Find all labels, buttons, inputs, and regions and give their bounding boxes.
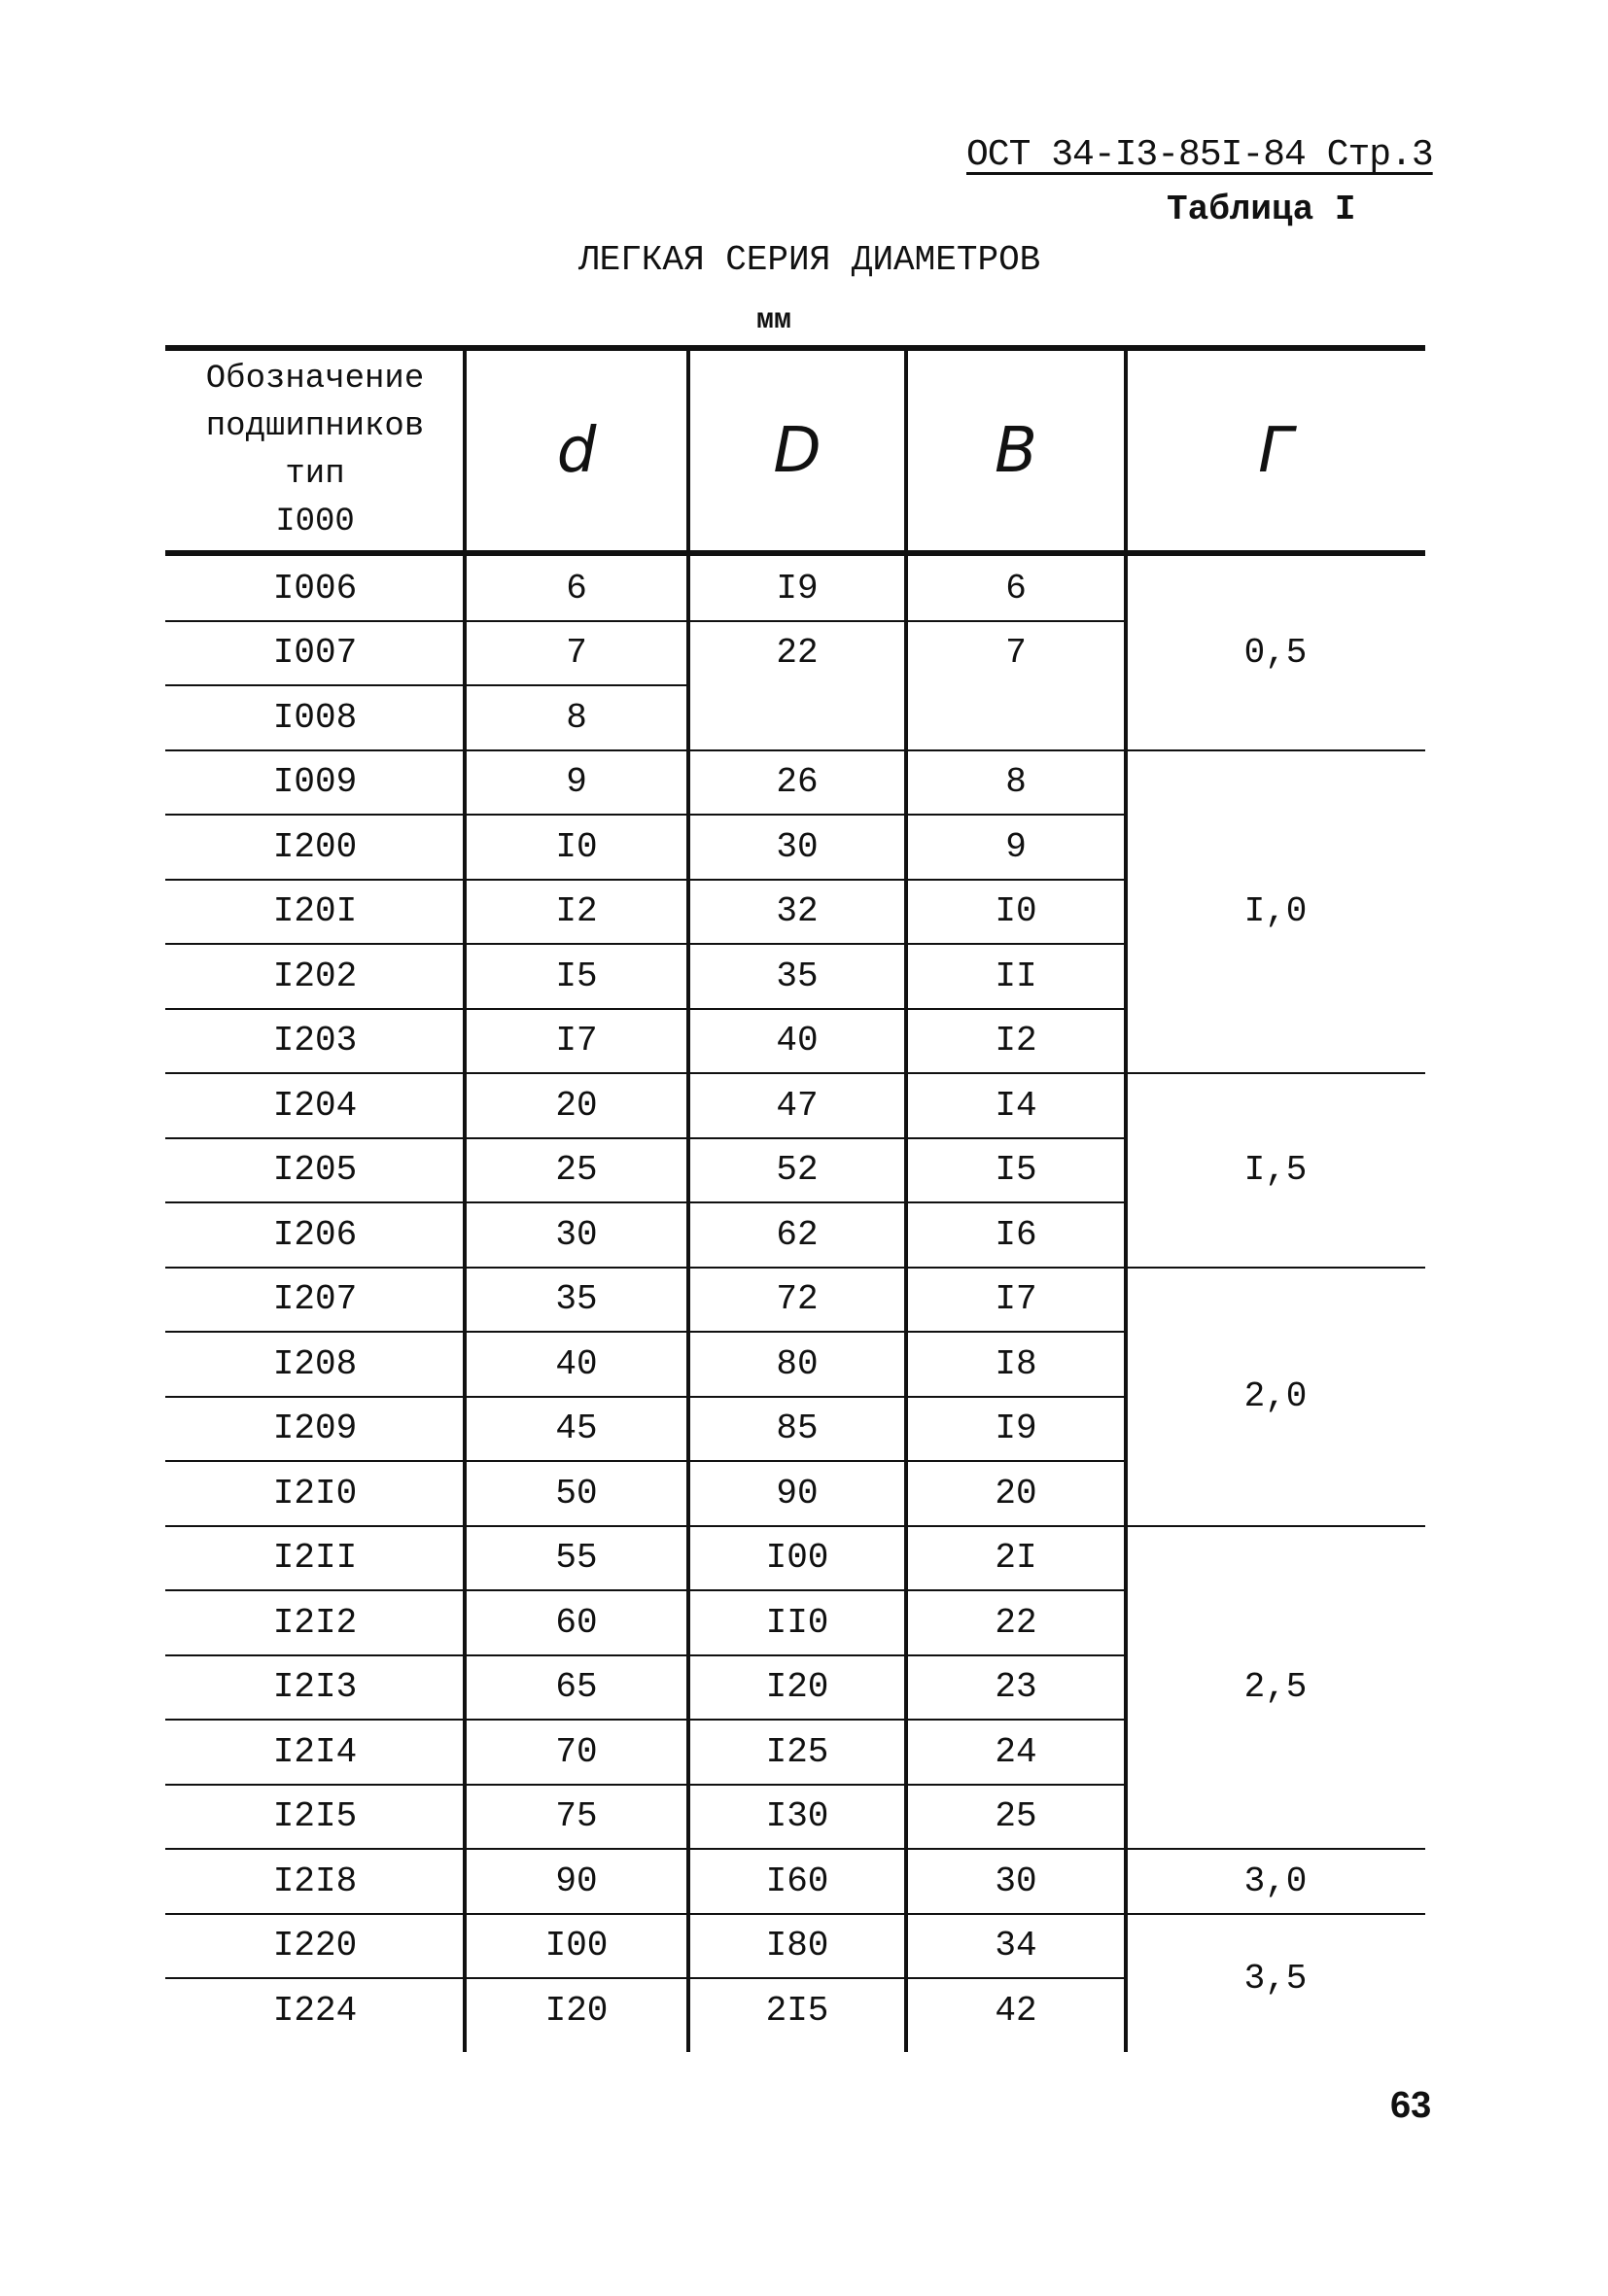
cell-d: 75 xyxy=(555,1796,598,1836)
cell-B: I9 xyxy=(995,1409,1037,1448)
row-divider xyxy=(165,1201,1126,1203)
cell-B: I8 xyxy=(995,1343,1037,1384)
cell-d: 65 xyxy=(555,1667,598,1707)
table-row xyxy=(165,1332,1126,1396)
cell-D: I25 xyxy=(765,1731,829,1772)
cell-type: I008 xyxy=(272,697,358,738)
cell-D: I60 xyxy=(765,1861,829,1901)
cell-B: 30 xyxy=(995,1861,1037,1901)
header-designation-line: Обозначение xyxy=(205,360,425,398)
header-designation-line: тип xyxy=(285,455,345,493)
table-row xyxy=(165,1978,1126,2042)
cell-type: I2I4 xyxy=(272,1731,358,1772)
cell-B: 7 xyxy=(1005,633,1027,674)
cell-type: I208 xyxy=(272,1343,358,1384)
header-designation-line: подшипников xyxy=(205,407,425,445)
table-row xyxy=(165,1526,1126,1590)
table-row xyxy=(165,1461,1126,1525)
cell-type: I206 xyxy=(272,1214,358,1255)
table-label: Таблица I xyxy=(1167,190,1356,229)
cell-B: I7 xyxy=(995,1279,1037,1319)
cell-r: 3,0 xyxy=(1243,1861,1308,1901)
row-divider xyxy=(165,620,1126,622)
cell-r: I,0 xyxy=(1243,891,1308,932)
units-label: мм xyxy=(756,304,792,337)
header-designation xyxy=(165,351,465,550)
table-row xyxy=(165,944,1126,1008)
cell-r: 3,5 xyxy=(1243,1958,1308,1999)
cell-B: 42 xyxy=(995,1990,1037,2031)
cell-d: I7 xyxy=(555,1021,598,1061)
cell-type: I220 xyxy=(272,1926,358,1966)
cell-D: 47 xyxy=(776,1085,819,1126)
cell-d: 35 xyxy=(555,1279,598,1319)
doc-code: ОСТ 34-I3-85I-84 Стр.3 xyxy=(966,134,1433,176)
cell-d: I0 xyxy=(555,826,598,867)
cell-B: I4 xyxy=(995,1085,1037,1126)
table-row xyxy=(165,1849,1126,1913)
cell-type: I202 xyxy=(272,956,358,996)
cell-d: 7 xyxy=(566,633,587,673)
cell-type: I007 xyxy=(272,633,358,673)
cell-B: I5 xyxy=(995,1150,1037,1190)
cell-B: II xyxy=(995,956,1037,996)
cell-d: 25 xyxy=(555,1150,598,1190)
cell-type: I2I2 xyxy=(272,1602,358,1643)
cell-d: 70 xyxy=(555,1731,598,1772)
cell-type: I009 xyxy=(272,762,358,802)
header-D: D xyxy=(773,414,821,487)
table-row xyxy=(165,1914,1126,1978)
cell-r: I,5 xyxy=(1243,1150,1308,1191)
cell-B: 6 xyxy=(1005,568,1027,609)
cell-d: 45 xyxy=(555,1409,598,1448)
cell-type: I224 xyxy=(272,1990,358,2031)
table-row xyxy=(165,1655,1126,1720)
table-row xyxy=(165,750,1126,815)
table-row xyxy=(165,1138,1126,1202)
cell-B: I6 xyxy=(995,1214,1037,1255)
row-divider xyxy=(165,814,1126,816)
row-divider xyxy=(165,1589,1126,1591)
table-row xyxy=(165,1268,1126,1332)
cell-D: 26 xyxy=(776,762,819,802)
cell-D: 80 xyxy=(776,1343,819,1384)
cell-type: I20I xyxy=(272,891,358,931)
table-row xyxy=(165,1009,1126,1073)
table-row xyxy=(165,685,1126,749)
cell-d: 8 xyxy=(566,697,587,738)
cell-B: I2 xyxy=(995,1021,1037,1061)
cell-B: 9 xyxy=(1005,826,1027,867)
cell-type: I203 xyxy=(272,1021,358,1061)
cell-type: I2I5 xyxy=(272,1796,358,1836)
cell-d: 55 xyxy=(555,1538,598,1578)
cell-type: I2I0 xyxy=(272,1473,358,1513)
cell-B: 20 xyxy=(995,1473,1037,1513)
cell-D: 52 xyxy=(776,1150,819,1190)
cell-type: I209 xyxy=(272,1409,358,1448)
cell-d: I00 xyxy=(544,1926,609,1966)
cell-type: I207 xyxy=(272,1279,358,1319)
cell-D: 30 xyxy=(776,826,819,867)
cell-B: 24 xyxy=(995,1731,1037,1772)
cell-type: I204 xyxy=(272,1085,358,1126)
header-d: d xyxy=(556,414,597,487)
page-number: 63 xyxy=(1390,2085,1432,2126)
cell-type: I2I3 xyxy=(272,1667,358,1707)
cell-D: I9 xyxy=(776,568,819,609)
cell-d: 20 xyxy=(555,1085,598,1126)
row-divider xyxy=(165,684,688,686)
cell-B: 25 xyxy=(995,1796,1037,1836)
table-row xyxy=(165,1397,1126,1461)
row-divider xyxy=(165,1719,1126,1721)
header-B: B xyxy=(995,414,1037,487)
cell-B: 23 xyxy=(995,1667,1037,1707)
header-r: Г xyxy=(1258,414,1293,487)
table-row xyxy=(165,815,1126,879)
cell-D: 90 xyxy=(776,1473,819,1513)
cell-d: 30 xyxy=(555,1214,598,1255)
cell-D: I20 xyxy=(765,1667,829,1707)
row-divider xyxy=(165,1784,1126,1786)
cell-d: 9 xyxy=(566,762,587,802)
row-divider xyxy=(165,879,1126,881)
cell-d: 50 xyxy=(555,1473,598,1513)
cell-type: I006 xyxy=(272,568,358,609)
cell-r: 2,5 xyxy=(1243,1667,1308,1708)
cell-type: I2I8 xyxy=(272,1861,358,1901)
cell-B: 2I xyxy=(995,1538,1037,1578)
cell-D: I30 xyxy=(765,1796,829,1836)
cell-D: 32 xyxy=(776,891,819,931)
cell-d: I20 xyxy=(544,1990,609,2031)
cell-D: II0 xyxy=(765,1602,829,1643)
row-divider xyxy=(165,943,1126,945)
table-row xyxy=(165,1590,1126,1654)
cell-B: 34 xyxy=(995,1926,1037,1966)
cell-r: 2,0 xyxy=(1243,1376,1308,1416)
cell-D: 72 xyxy=(776,1279,819,1319)
table-row xyxy=(165,1720,1126,1784)
cell-type: I2II xyxy=(272,1538,358,1578)
cell-d: 90 xyxy=(555,1861,598,1901)
cell-D: 35 xyxy=(776,956,819,996)
row-divider xyxy=(165,1654,1126,1656)
cell-d: I5 xyxy=(555,956,598,996)
table-row xyxy=(165,1785,1126,1849)
cell-type: I205 xyxy=(272,1150,358,1190)
row-divider xyxy=(165,1396,1126,1398)
cell-D: 85 xyxy=(776,1409,819,1448)
table-row xyxy=(165,621,1126,685)
table-row xyxy=(165,1202,1126,1267)
cell-type: I200 xyxy=(272,826,358,867)
cell-B: 8 xyxy=(1005,762,1027,802)
cell-d: I2 xyxy=(555,891,598,931)
cell-D: I80 xyxy=(765,1926,829,1966)
cell-B: I0 xyxy=(995,891,1037,931)
table-row xyxy=(165,880,1126,944)
cell-D: 22 xyxy=(776,633,819,674)
table-title: ЛЕГКАЯ СЕРИЯ ДИАМЕТРОВ xyxy=(578,240,1041,280)
row-divider xyxy=(165,1977,1126,1979)
cell-d: 60 xyxy=(555,1602,598,1643)
cell-D: I00 xyxy=(765,1538,829,1578)
row-divider xyxy=(165,1331,1126,1333)
cell-D: 62 xyxy=(776,1214,819,1255)
cell-B: 22 xyxy=(995,1602,1037,1643)
cell-d: 40 xyxy=(555,1343,598,1384)
cell-r: 0,5 xyxy=(1243,633,1308,674)
row-divider xyxy=(165,1008,1126,1010)
table-row xyxy=(165,1073,1126,1137)
row-divider xyxy=(165,1137,1126,1139)
cell-d: 6 xyxy=(566,568,587,609)
row-divider xyxy=(165,1460,1126,1462)
cell-D: 40 xyxy=(776,1021,819,1061)
header-designation-line: I000 xyxy=(275,503,355,540)
cell-D: 2I5 xyxy=(765,1990,829,2031)
